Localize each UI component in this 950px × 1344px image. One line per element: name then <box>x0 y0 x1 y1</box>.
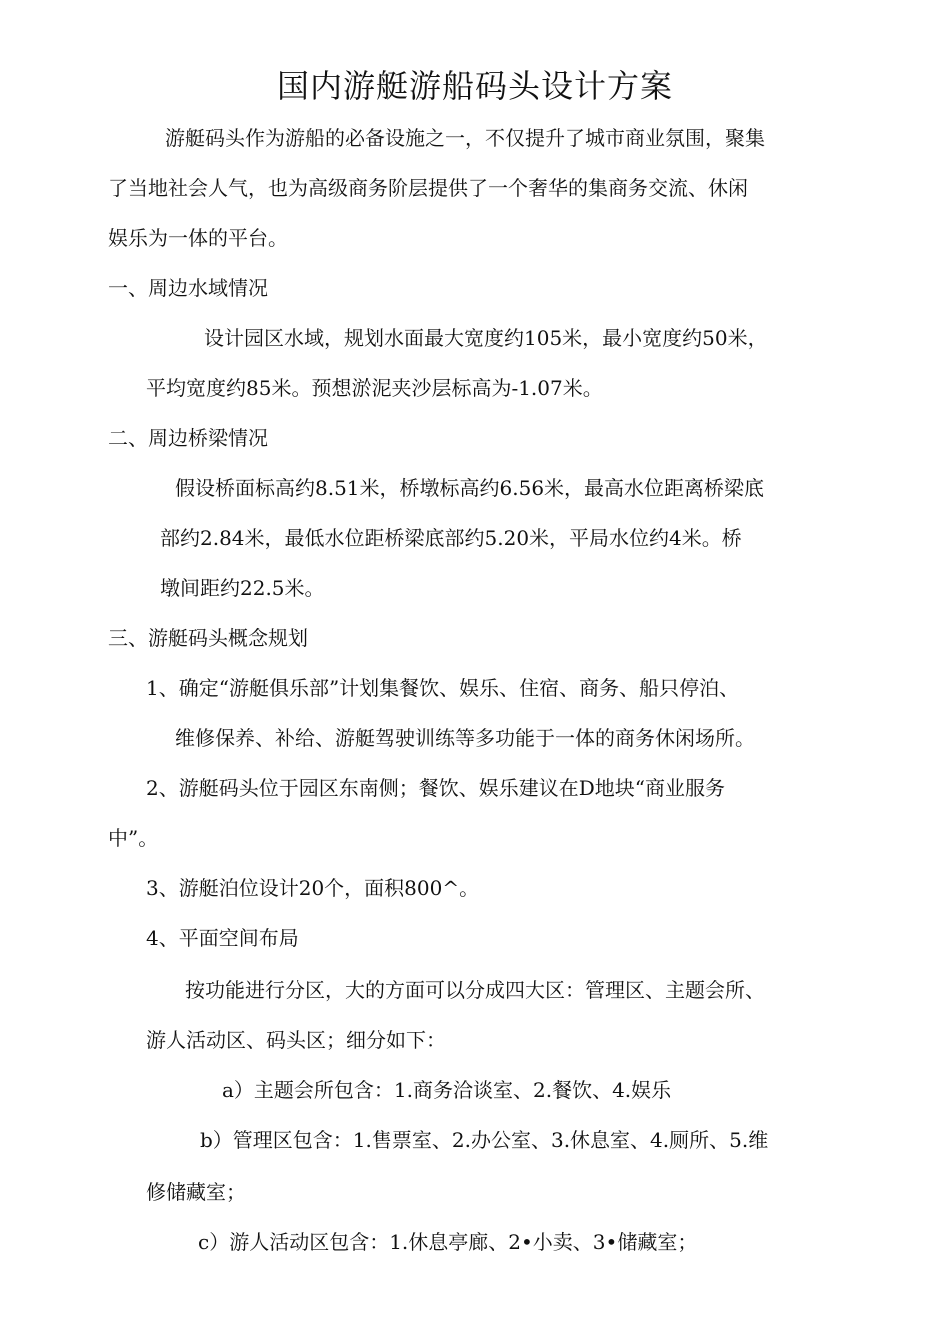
section-2-line-2: 部约2.84米，最低水位距桥梁底部约5.20米，平局水位约4米。桥 <box>160 526 742 550</box>
section-3-item-1-line-1: 1、确定“游艇俱乐部”计划集餐饮、娱乐、住宿、商务、船只停泊、 <box>146 676 740 700</box>
intro-line-2: 了当地社会人气，也为高级商务阶层提供了一个奢华的集商务交流、休闲 <box>108 176 748 200</box>
document-title: 国内游艇游船码头设计方案 <box>276 67 673 105</box>
section-1-line-2: 平均宽度约85米。预想淤泥夹沙层标高为-1.07米。 <box>146 376 603 400</box>
intro-line-1: 游艇码头作为游船的必备设施之一，不仅提升了城市商业氛围，聚集 <box>165 126 765 150</box>
section-3-item-2-line-2: 中”。 <box>108 826 159 850</box>
section-1-line-1: 设计园区水域，规划水面最大宽度约105米，最小宽度约50米， <box>204 326 768 350</box>
layout-line-1: 按功能进行分区，大的方面可以分成四大区：管理区、主题会所、 <box>185 978 765 1002</box>
layout-line-2: 游人活动区、码头区；细分如下： <box>146 1028 446 1052</box>
sub-item-c: c）游人活动区包含：1.休息亭廊、2•小卖、3•储藏室； <box>198 1230 698 1254</box>
section-1-heading: 一、周边水域情况 <box>108 276 268 300</box>
section-3-item-3: 3、游艇泊位设计20个，面积800^。 <box>146 876 480 900</box>
section-3-heading: 三、游艇码头概念规划 <box>108 626 308 650</box>
section-2-heading: 二、周边桥梁情况 <box>108 426 268 450</box>
section-3-item-4: 4、平面空间布局 <box>146 926 299 950</box>
intro-line-3: 娱乐为一体的平台。 <box>108 226 288 250</box>
sub-item-b-line-1: b）管理区包含：1.售票室、2.办公室、3.休息室、4.厕所、5.维 <box>200 1128 769 1152</box>
section-3-item-2-line-1: 2、游艇码头位于园区东南侧；餐饮、娱乐建议在D地块“商业服务 <box>146 776 725 800</box>
section-3-item-1-line-2: 维修保养、补给、游艇驾驶训练等多功能于一体的商务休闲场所。 <box>175 726 755 750</box>
sub-item-a: a）主题会所包含：1.商务洽谈室、2.餐饮、4.娱乐 <box>222 1078 672 1102</box>
section-2-line-3: 墩间距约22.5米。 <box>160 576 325 600</box>
section-2-line-1: 假设桥面标高约8.51米，桥墩标高约6.56米，最高水位距离桥梁底 <box>175 476 765 500</box>
sub-item-b-line-2: 修储藏室； <box>146 1180 246 1204</box>
